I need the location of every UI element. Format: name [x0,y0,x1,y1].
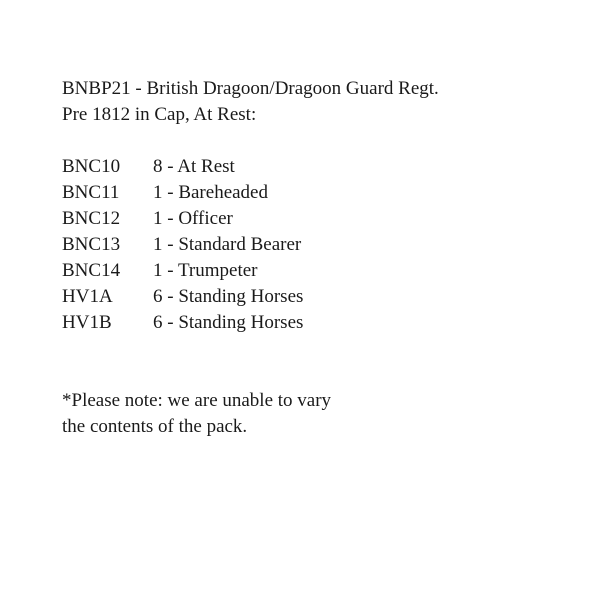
pack-header [62,76,582,128]
pack-description [62,76,582,440]
item-description: 1 - Standard Bearer [153,234,302,255]
item-code: BNC10 [62,156,121,177]
item-code: HV1A [62,286,113,307]
pack-subtitle: Pre 1812 in Cap, At Rest: [62,104,257,125]
list-item [62,206,582,232]
item-description: 8 - At Rest [153,156,235,177]
list-item [62,232,582,258]
item-description: 1 - Trumpeter [153,260,258,281]
item-description: 1 - Bareheaded [153,182,268,203]
item-code: BNC11 [62,182,120,203]
item-description: 6 - Standing Horses [153,312,304,333]
item-description: 1 - Officer [153,208,233,229]
item-code: BNC12 [62,208,121,229]
list-item [62,258,582,284]
item-code: BNC14 [62,260,121,281]
list-item [62,154,582,180]
list-item [62,310,582,336]
item-code: BNC13 [62,234,121,255]
note-line-1: *Please note: we are unable to vary [62,390,332,411]
item-code: HV1B [62,312,112,333]
pack-contents-list [62,154,582,336]
note-line-2: the contents of the pack. [62,416,248,437]
list-item [62,180,582,206]
list-item [62,284,582,310]
pack-note [62,388,582,440]
pack-title: BNBP21 - British Dragoon/Dragoon Guard Regt. [62,78,439,99]
item-description: 6 - Standing Horses [153,286,304,307]
